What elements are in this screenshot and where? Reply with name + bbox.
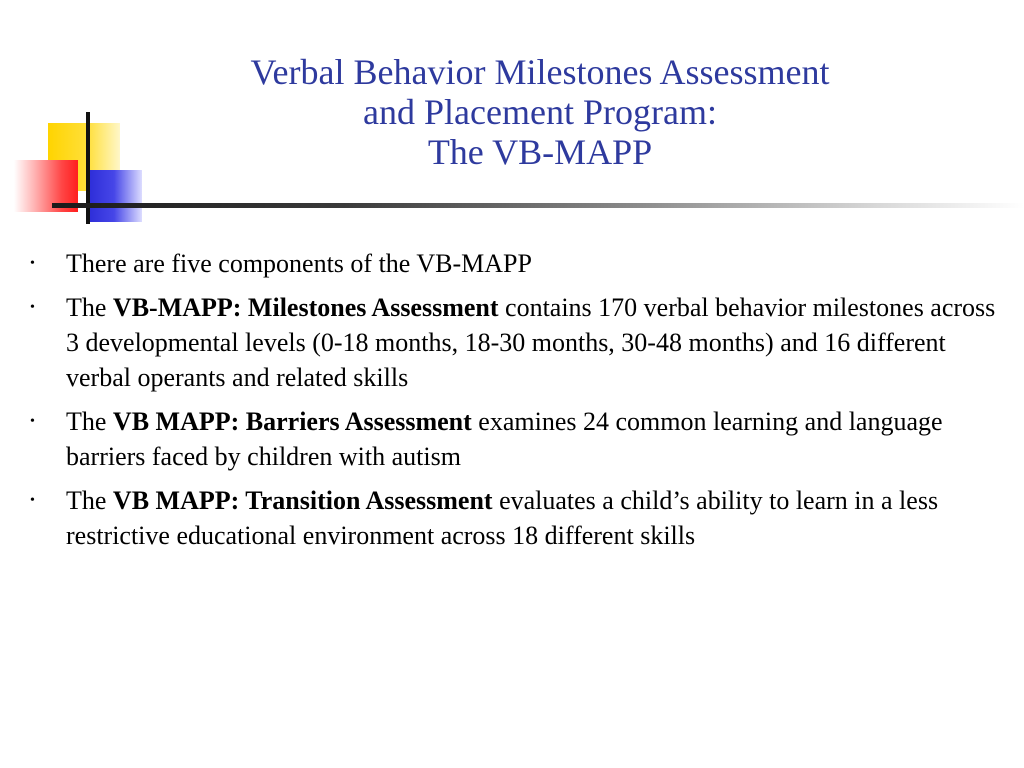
bullet-marker: • [30, 256, 35, 271]
bullet-marker: • [30, 414, 35, 429]
bullet-text-suffix: examines 24 common learning and language barriers faced by children with autism [66, 407, 943, 471]
title-line-1: Verbal Behavior Milestones Assessment [250, 52, 830, 92]
slide-title [160, 52, 920, 172]
bullet-item [30, 290, 1005, 395]
bullet-bold-term: VB MAPP: Barriers Assessment [112, 407, 472, 436]
bullet-text-suffix: evaluates a child’s ability to learn in a less restrictive educational environment across 18 different skills [66, 486, 939, 550]
blue-square-decoration [86, 170, 142, 222]
bullet-list [30, 246, 1005, 562]
bullet-marker: • [30, 300, 35, 315]
title-line-2: and Placement Program: [363, 92, 717, 132]
bullet-text-suffix: contains 170 verbal behavior milestones across 3 developmental levels (0-18 months, 18-30 months, 30-48 months) and 16 different verbal operants and related skills [66, 293, 996, 392]
bullet-text-prefix: The [66, 407, 113, 436]
bullet-marker: • [30, 493, 35, 508]
bullet-item [30, 404, 1005, 474]
bullet-text: There are five components of the VB-MAPP [66, 249, 532, 278]
bullet-text-prefix: The [66, 293, 113, 322]
title-underline-rule [52, 203, 1024, 208]
title-line-3: The VB-MAPP [427, 132, 653, 172]
bullet-text-prefix: The [66, 486, 113, 515]
bullet-item [30, 246, 1005, 281]
bullet-bold-term: VB MAPP: Transition Assessment [112, 486, 493, 515]
bullet-item [30, 483, 1005, 553]
bullet-bold-term: VB-MAPP: Milestones Assessment [112, 293, 499, 322]
